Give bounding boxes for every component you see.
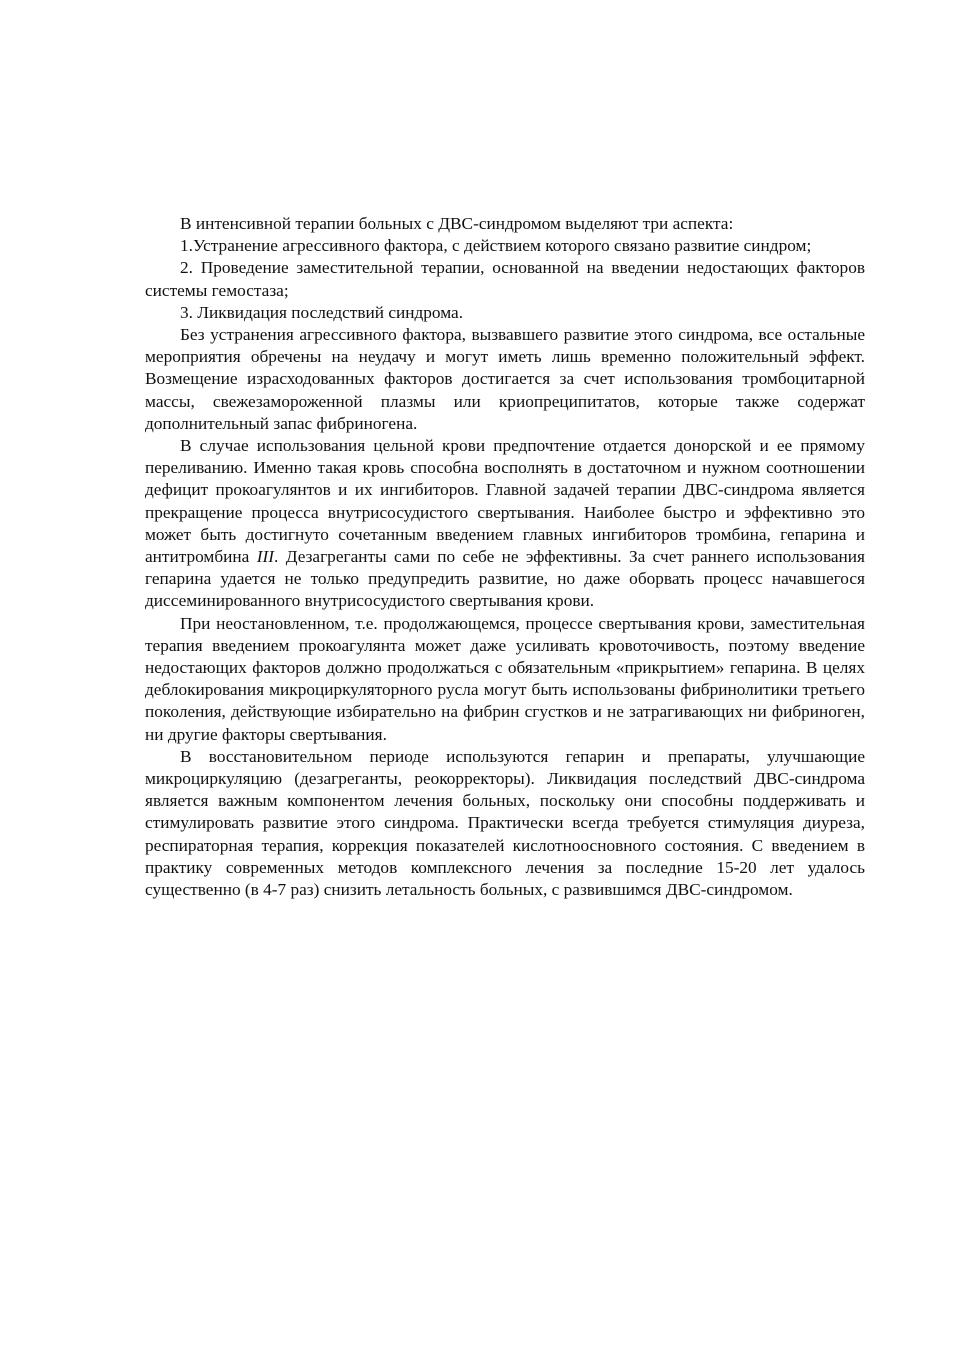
- antithrombin-roman-numeral: III: [256, 547, 274, 567]
- recovery-period-paragraph: В восстановительном периоде используются гепарин и препараты, улучшающие микроциркуляцию (дезагреганты, реокорректоры). Ликвидация последствий ДВС-синдрома является важным компонентом лечения больных, поскольку они способны поддерживать и стимулировать развитие этого синдрома. Практически всегда требуется стимуляция диуреза, респираторная терапия, коррекция показателей кислотноосновного состояния. С введением в практику современных методов комплексного лечения за последние 15-20 лет удалось существенно (в 4-7 раз) снизить летальность больных, с развившимся ДВС-синдромом.: [145, 746, 865, 900]
- aggressive-factor-paragraph: Без устранения агрессивного фактора, вызвавшего развитие этого синдрома, все остальные мероприятия обречены на неудачу и могут иметь лишь временно положительный эффект. Возмещение израсходованных факторов достигается за счет использования тромбоцитарной массы, свежезамороженной плазмы или криопреципитатов, которые также содержат дополнительный запас фибриногена.: [145, 325, 865, 433]
- whole-blood-paragraph: [145, 435, 865, 613]
- whole-blood-text-after: . Дезагреганты сами по себе не эффективны. За счет раннего использования гепарина удается не только предупредить развитие, но даже оборвать процесс начавшегося диссеминированного внутрисосудистого свертывания крови.: [145, 547, 865, 611]
- document-body: [145, 213, 865, 901]
- intro-paragraph: В интенсивной терапии больных с ДВС-синдромом выделяют три аспекта:: [180, 214, 734, 233]
- ongoing-coagulation-paragraph: При неостановленном, т.е. продолжающемся, процессе свертывания крови, заместительная терапия введением прокоагулянта может даже усиливать кровоточивость, поэтому введение недостающих факторов должно продолжаться с обязательным «прикрытием» гепарина. В целях деблокирования микроциркуляторного русла могут быть использованы фибринолитики третьего поколения, действующие избирательно на фибрин сгустков и не затрагивающих ни фибриноген, ни другие факторы свертывания.: [145, 613, 865, 744]
- aspect-1-paragraph: 1.Устранение агрессивного фактора, с действием которого связано развитие синдром;: [180, 236, 812, 256]
- aspect-3-paragraph: 3. Ликвидация последствий синдрома.: [180, 302, 464, 322]
- whole-blood-text-before: В случае использования цельной крови предпочтение отдается донорской и ее прямому переливанию. Именно такая кровь способна восполнять в достаточном и нужном соотношении дефицит прокоагулянтов и их ингибиторов. Главной задачей терапии ДВС-синдрома является прекращение процесса внутрисосудистого свертывания. Наиболее быстро и эффективно это может быть достигнуто сочетанным введением главных ингибиторов тромбина, гепарина и антитромбина: [145, 436, 865, 567]
- aspect-2-paragraph: 2. Проведение заместительной терапии, основанной на введении недостающих факторов системы гемостаза;: [145, 258, 865, 300]
